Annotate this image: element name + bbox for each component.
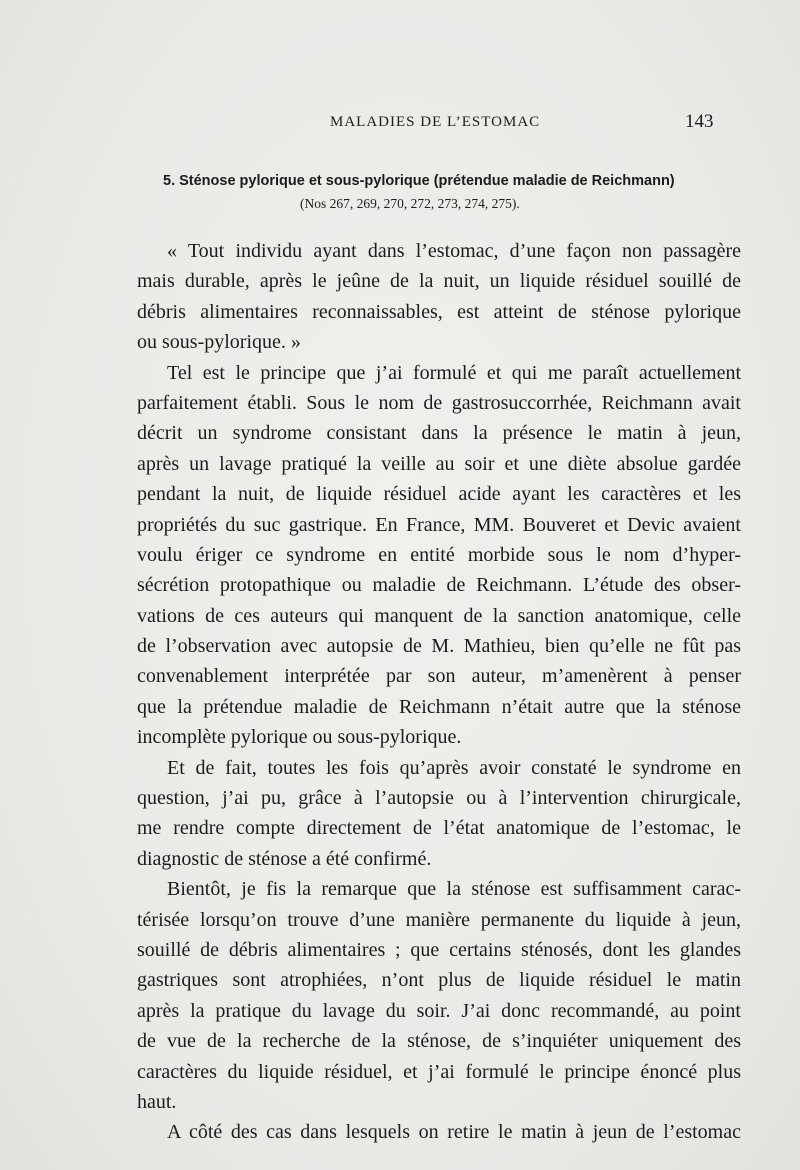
text-line: décrit un syndrome consistant dans la présence le matin à jeun, xyxy=(137,422,741,445)
text-line: diagnostic de sténose a été confirmé. xyxy=(137,847,432,870)
text-line: me rendre compte directement de l’état anatomique de l’estomac, le xyxy=(137,817,741,840)
section-references: (Nos 267, 269, 270, 272, 273, 274, 275). xyxy=(300,196,520,211)
text-line: gastriques sont atrophiées, n’ont plus de liquide résiduel le matin xyxy=(137,969,741,992)
text-line: Tel est le principe que j’ai formulé et qui me paraît actuellement xyxy=(167,361,741,384)
text-line: sécrétion protopathique ou maladie de Reichmann. L’étude des obser- xyxy=(137,574,741,597)
body-text xyxy=(137,236,741,1148)
text-line: propriétés du suc gastrique. En France, MM. Bouveret et Devic avaient xyxy=(137,513,741,536)
page-header xyxy=(0,104,800,144)
text-line: après un lavage pratiqué la veille au soir et une diète absolue gardée xyxy=(137,452,741,475)
text-line: convenablement interprétée par son auteur, m’amenèrent à penser xyxy=(137,665,741,688)
text-line: vations de ces auteurs qui manquent de la sanction anatomique, celle xyxy=(137,604,741,627)
text-line: que la prétendue maladie de Reichmann n’était autre que la sténose xyxy=(137,695,741,718)
text-line: pendant la nuit, de liquide résiduel acide ayant les caractères et les xyxy=(137,483,741,506)
text-line: parfaitement établi. Sous le nom de gastrosuccorrhée, Reichmann avait xyxy=(137,391,741,414)
text-line: question, j’ai pu, grâce à l’autopsie ou à l’intervention chirurgicale, xyxy=(137,787,741,810)
text-line: Et de fait, toutes les fois qu’après avoir constaté le syndrome en xyxy=(167,756,741,779)
text-line: de vue de la recherche de la sténose, de s’inquiéter uniquement des xyxy=(137,1030,741,1053)
text-line: de l’observation avec autopsie de M. Mathieu, bien qu’elle ne fût pas xyxy=(137,635,741,658)
running-title: MALADIES DE L’ESTOMAC xyxy=(330,114,541,130)
page-number: 143 xyxy=(685,111,714,132)
text-line: incomplète pylorique ou sous-pylorique. xyxy=(137,726,462,749)
section-heading: 5. Sténose pylorique et sous-pylorique (prétendue maladie de Reichmann) xyxy=(163,173,675,189)
text-line: « Tout individu ayant dans l’estomac, d’une façon non passagère xyxy=(167,240,741,262)
text-line: voulu ériger ce syndrome en entité morbide sous le nom d’hyper- xyxy=(137,543,741,566)
text-line: débris alimentaires reconnaissables, est atteint de sténose pylorique xyxy=(137,300,741,323)
text-line: térisée lorsqu’on trouve d’une manière permanente du liquide à jeun, xyxy=(137,908,741,931)
text-line: haut. xyxy=(137,1090,177,1113)
text-line: ou sous-pylorique. » xyxy=(137,331,301,354)
text-line: Bientôt, je fis la remarque que la sténose est suffisamment carac- xyxy=(167,878,741,901)
text-line: A côté des cas dans lesquels on retire le matin à jeun de l’estomac xyxy=(167,1121,741,1144)
text-line: après la pratique du lavage du soir. J’ai donc recommandé, au point xyxy=(137,999,741,1022)
text-line: mais durable, après le jeûne de la nuit, un liquide résiduel souillé de xyxy=(137,270,741,293)
text-line: souillé de débris alimentaires ; que certains sténosés, dont les glandes xyxy=(137,938,741,961)
text-line: caractères du liquide résiduel, et j’ai formulé le principe énoncé plus xyxy=(137,1060,741,1083)
